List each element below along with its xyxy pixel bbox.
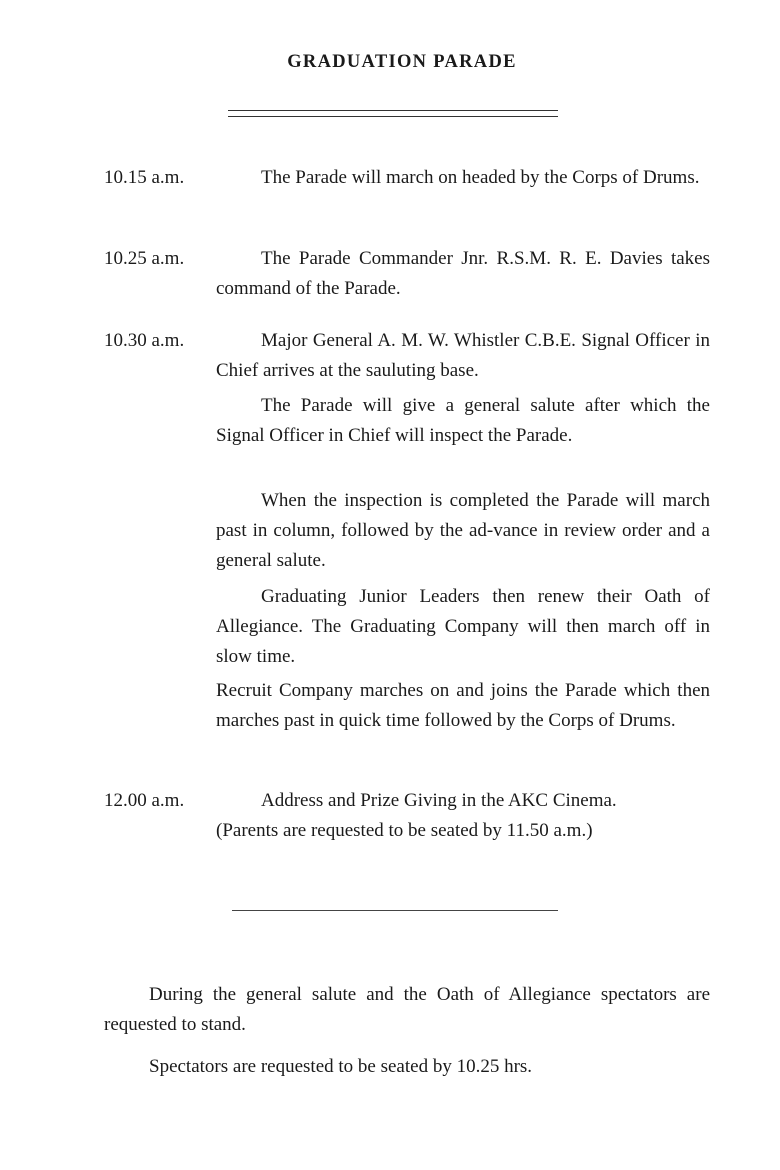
entry-text: When the inspection is completed the Parade will march past in column, followed by the ad-vance in review order and a general salute. bbox=[216, 490, 710, 571]
page-title: GRADUATION PARADE bbox=[287, 52, 517, 72]
entry-text: Major General A. M. W. Whistler C.B.E. Signal Officer in Chief arrives at the sauluting base. bbox=[216, 330, 710, 381]
entry-time: 10.25 a.m. bbox=[104, 248, 185, 269]
entry-time: 10.15 a.m. bbox=[104, 167, 185, 188]
entry-text: (Parents are requested to be seated by 11.50 a.m.) bbox=[216, 820, 593, 841]
section-divider bbox=[232, 910, 558, 911]
seating-note: Spectators are requested to be seated by 10.25 hrs. bbox=[149, 1056, 533, 1077]
entry-time: 10.30 a.m. bbox=[104, 330, 185, 351]
spectator-note: During the general salute and the Oath of Allegiance spectators are requested to stand. bbox=[104, 984, 710, 1035]
entry-text: The Parade will march on headed by the Corps of Drums. bbox=[261, 167, 700, 188]
entry-text: Address and Prize Giving in the AKC Cinema. bbox=[261, 790, 617, 811]
entry-text: Graduating Junior Leaders then renew their Oath of Allegiance. The Graduating Company will then march off in slow time. bbox=[216, 586, 710, 667]
entry-time: 12.00 a.m. bbox=[104, 790, 185, 811]
entry-text: Recruit Company marches on and joins the Parade which then marches past in quick time followed by the Corps of Drums. bbox=[216, 680, 710, 731]
title-double-rule bbox=[228, 110, 558, 117]
entry-text: The Parade Commander Jnr. R.S.M. R. E. Davies takes command of the Parade. bbox=[216, 248, 710, 299]
entry-text: The Parade will give a general salute after which the Signal Officer in Chief will inspect the Parade. bbox=[216, 395, 710, 446]
